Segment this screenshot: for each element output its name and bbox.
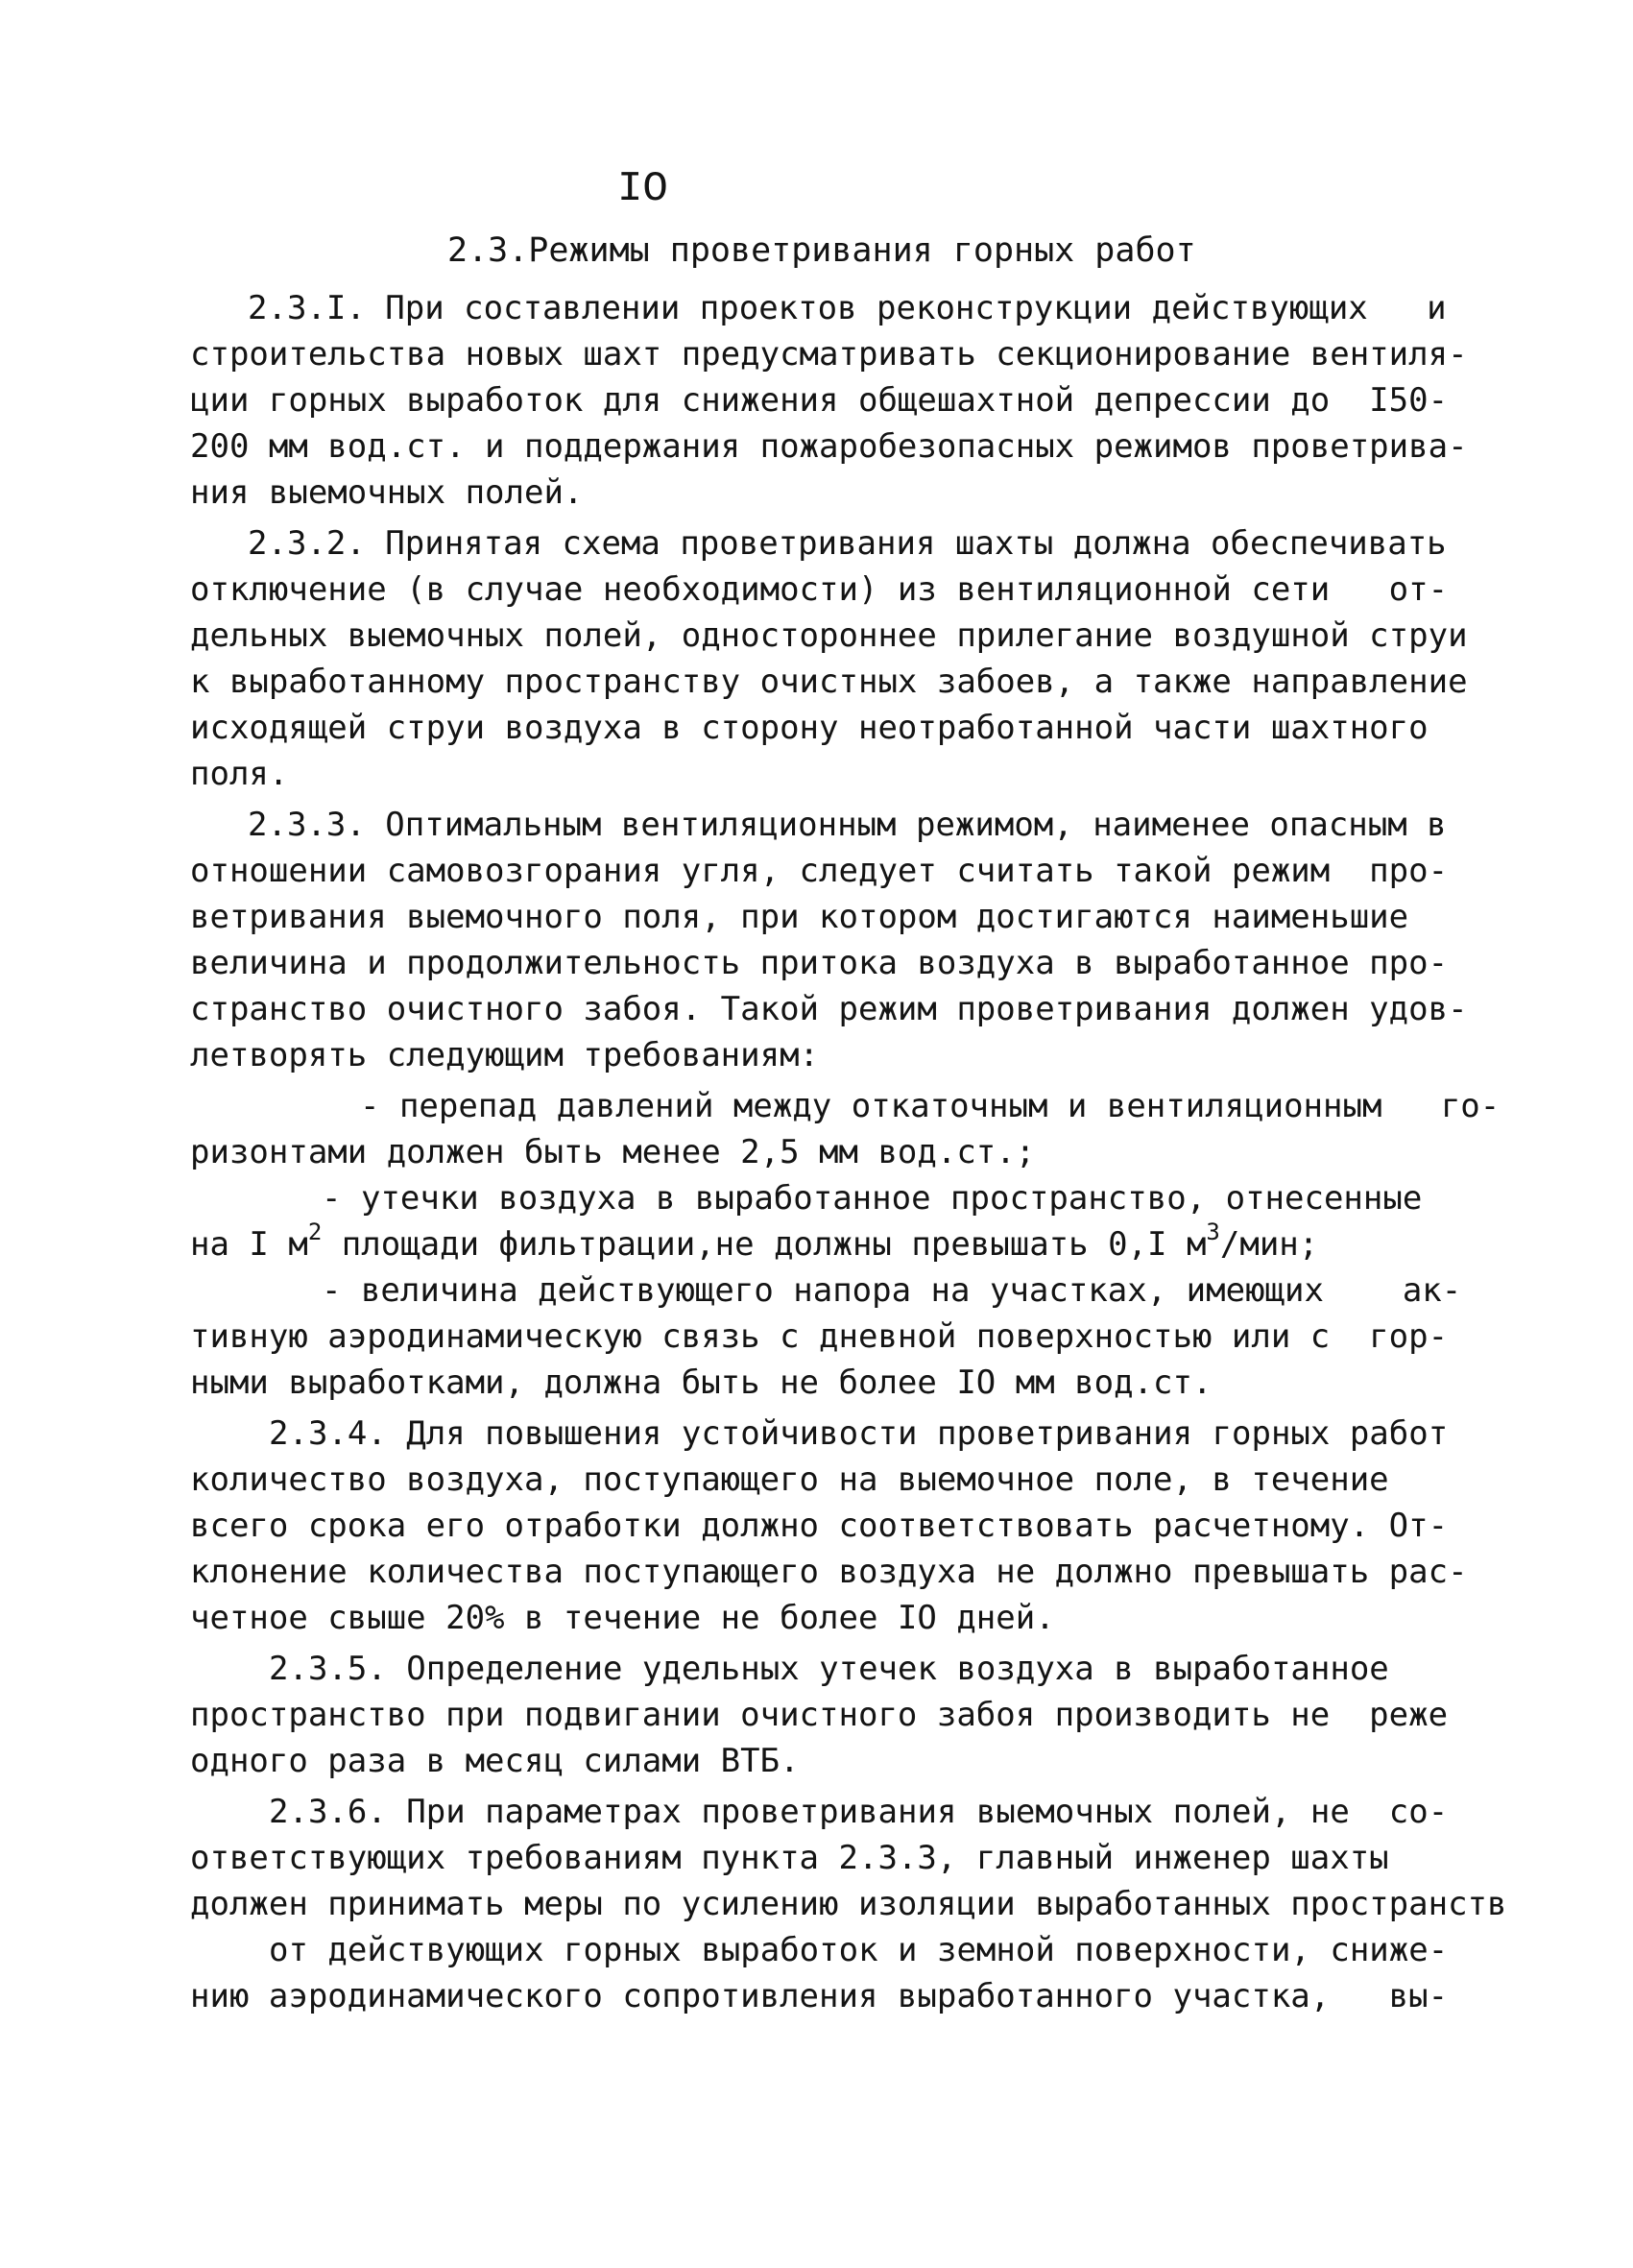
superscript: 2 [307, 1218, 323, 1245]
list-item: - утечки воздуха в выработанное пространство, отнесенные [322, 1179, 1423, 1218]
text-line: 200 мм вод.ст. и поддержания пожаробезопасных режимов проветрива- [190, 427, 1468, 466]
text-line: отключение (в случае необходимости) из вентиляционной сети от- [190, 570, 1449, 609]
page-number: IO [617, 165, 668, 213]
text-fragment: на I м [190, 1225, 308, 1264]
text-line: клонение количества поступающего воздуха не должно превышать рас- [190, 1553, 1468, 1591]
text-line: летворять следующим требованиям: [190, 1036, 820, 1074]
text-line: 2.3.4. Для повышения устойчивости проветривания горных работ [269, 1414, 1449, 1453]
text-line: ния выемочных полей. [190, 473, 584, 512]
text-line: одного раза в месяц силами ВТБ. [190, 1742, 800, 1780]
text-line: странство очистного забоя. Такой режим проветривания должен удов- [190, 990, 1468, 1028]
text-line-with-units [190, 1218, 1319, 1265]
text-line: от действующих горных выработок и земной поверхности, сниже- [269, 1931, 1449, 1969]
text-line: нию аэродинамического сопротивления выработанного участка, вы- [190, 1977, 1449, 2015]
text-fragment: площади фильтрации,не должны превышать 0,I м [322, 1225, 1207, 1264]
text-line: пространство при подвигании очистного забоя производить не реже [190, 1696, 1449, 1734]
text-line: количество воздуха, поступающего на выемочное поле, в течение [190, 1460, 1389, 1499]
text-line: всего срока его отработки должно соответствовать расчетному. От- [190, 1507, 1449, 1545]
list-item: - величина действующего напора на участках, имеющих ак- [322, 1271, 1462, 1310]
text-line: к выработанному пространству очистных забоев, а также направление [190, 663, 1468, 701]
text-line: исходящей струи воздуха в сторону неотработанной части шахтного [190, 709, 1429, 747]
text-line: строительства новых шахт предусматривать секционирование вентиля- [190, 335, 1468, 374]
text-line: 2.3.2. Принятая схема проветривания шахты должна обеспечивать [248, 524, 1447, 563]
text-line: 2.3.I. При составлении проектов реконструкции действующих и [248, 289, 1447, 327]
superscript: 3 [1206, 1218, 1220, 1245]
text-line: величина и продолжительность притока воздуха в выработанное про- [190, 944, 1449, 982]
text-line: ными выработками, должна быть не более IO мм вод.ст. [190, 1363, 1213, 1402]
text-line: четное свыше 20% в течение не более IO дней. [190, 1599, 1055, 1637]
text-fragment: /мин; [1219, 1225, 1319, 1264]
text-line: дельных выемочных полей, одностороннее прилегание воздушной струи [190, 616, 1468, 655]
text-line: ответствующих требованиям пункта 2.3.3, главный инженер шахты [190, 1839, 1389, 1877]
text-line: поля. [190, 755, 289, 793]
text-line: 2.3.6. При параметрах проветривания выемочных полей, не со- [269, 1793, 1449, 1831]
text-line: ции горных выработок для снижения общешахтной депрессии до I50- [190, 381, 1449, 420]
text-line: отношении самовозгорания угля, следует считать такой режим про- [190, 852, 1449, 890]
text-line: должен принимать меры по усилению изоляции выработанных пространств [190, 1885, 1507, 1923]
text-line: 2.3.3. Оптимальным вентиляционным режимом, наименее опасным в [248, 806, 1447, 844]
list-item: - перепад давлений между откаточным и вентиляционным го- [360, 1087, 1501, 1125]
text-line: ризонтами должен быть менее 2,5 мм вод.ст.; [190, 1133, 1036, 1171]
text-line: ветривания выемочного поля, при котором достигаются наименьшие [190, 898, 1409, 936]
section-title: 2.3.Режимы проветривания горных работ [447, 231, 1196, 270]
text-line: 2.3.5. Определение удельных утечек воздуха в выработанное [269, 1650, 1389, 1688]
text-line: тивную аэродинамическую связь с дневной поверхностью или с гор- [190, 1317, 1449, 1356]
